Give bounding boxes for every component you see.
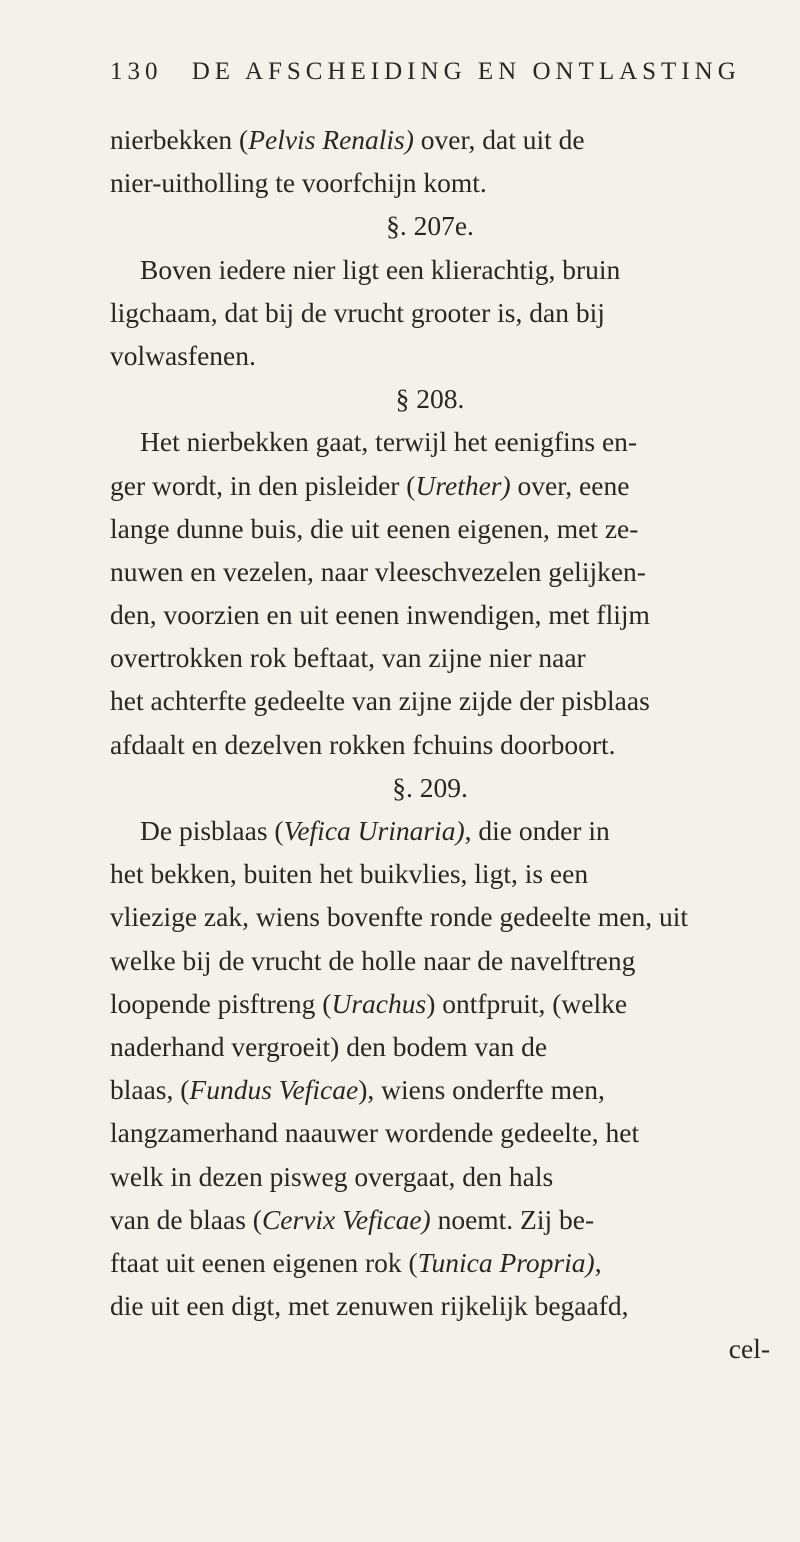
text-line — [110, 248, 770, 291]
text-segment: welke bij de vrucht de holle naar de navelftreng — [110, 944, 636, 976]
text-segment: Boven iedere nier ligt een klierachtig, bruin — [140, 253, 621, 285]
text-segment: ger wordt, in den pisleider ( — [110, 469, 416, 501]
text-line — [110, 161, 770, 204]
text-line — [110, 636, 770, 679]
text-segment: naderhand vergroeit) den bodem van de — [110, 1030, 548, 1062]
text-segment: §. 209. — [392, 771, 468, 803]
text-segment: §. 207e. — [386, 210, 474, 242]
text-line — [110, 809, 770, 852]
text-segment: nierbekken ( — [110, 124, 249, 155]
text-line — [110, 593, 770, 636]
text-segment: noemt. Zij be- — [430, 1203, 595, 1235]
text-segment: blaas, ( — [110, 1074, 190, 1106]
text-line — [110, 939, 770, 982]
text-line — [110, 1327, 770, 1370]
page-number: 130 — [110, 58, 163, 85]
text-line — [110, 1284, 770, 1327]
text-segment: nuwen en vezelen, naar vleeschvezelen gelijken- — [110, 555, 646, 587]
text-line — [110, 982, 770, 1025]
text-segment: ) ontfpruit, (welke — [426, 987, 628, 1019]
section-heading — [110, 204, 770, 247]
text-segment: nier-uitholling te voorfchijn komt. — [110, 167, 487, 199]
latin-term: Vefica Urinaria) — [283, 815, 465, 846]
text-segment: vliezige zak, wiens bovenfte ronde gedeelte men, uit — [110, 901, 689, 933]
text-line — [110, 1025, 770, 1068]
text-segment: lange dunne buis, die uit eenen eigenen, met ze- — [110, 512, 639, 544]
text-segment: over, dat uit de — [413, 124, 585, 155]
text-segment: afdaalt en dezelven rokken fchuins doorboort. — [110, 728, 616, 760]
text-segment: den, voorzien en uit eenen inwendigen, met flijm — [110, 599, 650, 631]
latin-term: Urether) — [415, 469, 511, 501]
section-heading — [110, 766, 770, 809]
text-line — [110, 1155, 770, 1198]
text-line — [110, 464, 770, 507]
text-segment: het achterfte gedeelte van zijne zijde der pisblaas — [110, 685, 650, 717]
text-segment: langzamerhand naauwer wordende gedeelte, het — [110, 1117, 640, 1149]
running-header — [110, 58, 770, 86]
latin-term: Cervix Veficae) — [261, 1203, 431, 1235]
text-line — [110, 1241, 770, 1284]
text-segment: ftaat uit eenen eigenen rok ( — [110, 1246, 418, 1278]
body-text — [110, 118, 770, 1370]
text-line — [110, 1068, 770, 1111]
text-line — [110, 550, 770, 593]
latin-term: Pelvis Renalis) — [248, 124, 414, 155]
text-segment: van de blaas ( — [110, 1203, 262, 1235]
text-segment: over, eene — [510, 469, 630, 501]
text-line — [110, 679, 770, 722]
text-segment: cel- — [728, 1333, 770, 1365]
text-segment: overtrokken rok beftaat, van zijne nier naar — [110, 642, 586, 674]
text-line — [110, 895, 770, 938]
text-segment: Het nierbekken gaat, terwijl het eenigfins en- — [140, 426, 638, 458]
text-line — [110, 852, 770, 895]
text-segment: loopende pisftreng ( — [110, 987, 332, 1019]
text-line — [110, 334, 770, 377]
text-segment: welk in dezen pisweg overgaat, den hals — [110, 1160, 554, 1192]
text-segment: § 208. — [395, 383, 465, 415]
text-segment: , die onder in — [464, 815, 610, 846]
latin-term: Tunica Propria) — [417, 1246, 595, 1278]
text-segment: , — [594, 1246, 602, 1278]
text-line — [110, 420, 770, 463]
text-segment: die uit een digt, met zenuwen rijkelijk begaafd, — [110, 1290, 629, 1322]
text-segment: ligchaam, dat bij de vrucht grooter is, dan bij — [110, 296, 605, 328]
latin-term: Fundus Veficae — [189, 1074, 359, 1106]
text-line — [110, 507, 770, 550]
text-line — [110, 291, 770, 334]
text-segment: het bekken, buiten het buikvlies, ligt, is een — [110, 858, 589, 890]
text-line — [110, 1198, 770, 1241]
section-heading — [110, 377, 770, 420]
running-title: DE AFSCHEIDING EN ONTLASTING — [191, 58, 741, 85]
text-line — [110, 118, 770, 161]
text-segment: ), wiens onderfte men, — [358, 1074, 605, 1106]
text-line — [110, 1111, 770, 1154]
text-segment: volwasfenen. — [110, 339, 256, 371]
text-line — [110, 723, 770, 766]
latin-term: Urachus — [331, 987, 427, 1019]
text-segment: De pisblaas ( — [140, 815, 284, 846]
